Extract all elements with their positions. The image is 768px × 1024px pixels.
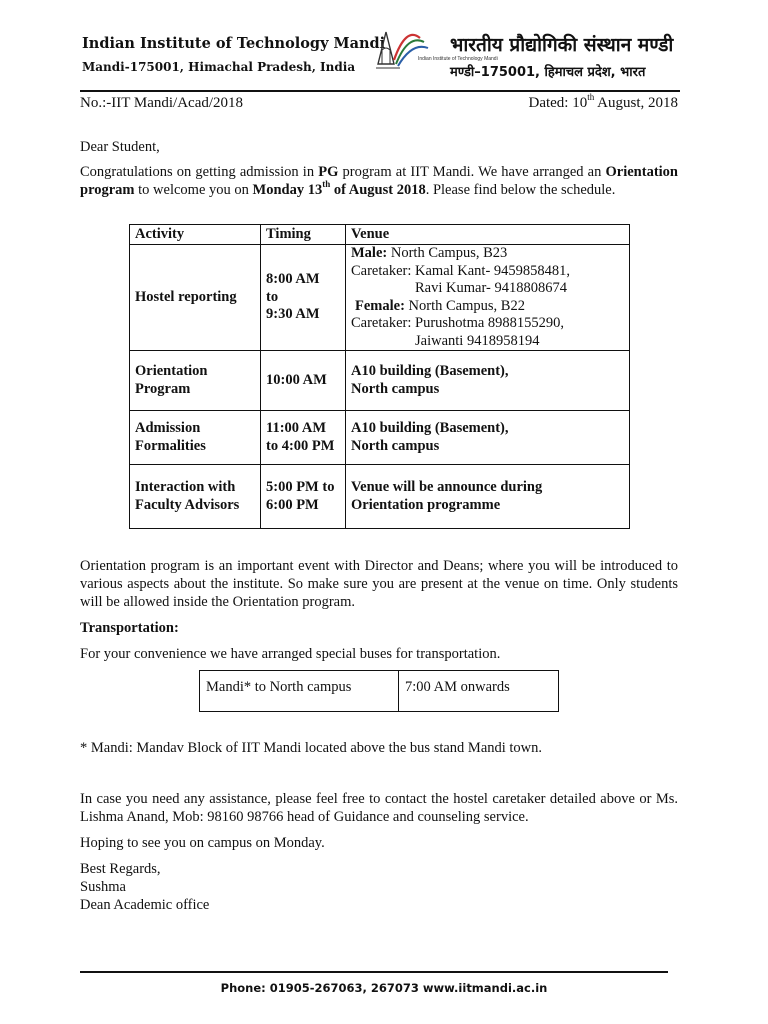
table-row (130, 245, 630, 351)
timing-cell: 10:00 AM (261, 351, 346, 411)
footnote: * Mandi: Mandav Block of IIT Mandi located above the bus stand Mandi town. (80, 740, 543, 756)
activity-cell: Orientation Program (130, 351, 261, 411)
table-row (130, 411, 630, 465)
institute-name-en: Indian Institute of Technology Mandi (82, 35, 386, 52)
timing-cell: 11:00 AM to 4:00 PM (261, 411, 346, 465)
footer-contact: Phone: 01905-267063, 267073 www.iitmandi.ac.in (220, 981, 548, 995)
col-venue: Venue (346, 225, 630, 245)
signatory-name: Sushma (80, 879, 126, 895)
institute-name-hi: भारतीय प्रौद्योगिकी संस्थान मण्डी (450, 34, 674, 56)
signatory-office: Dean Academic office (80, 897, 210, 913)
table-row (200, 671, 559, 712)
logo-caption: Indian Institute of Technology Mandi (418, 56, 498, 62)
reference-line (80, 94, 678, 112)
transportation-text: For your convenience we have arranged special buses for transportation. (80, 646, 501, 662)
timing-cell: 8:00 AM to 9:30 AM (261, 245, 346, 351)
orientation-date: Monday 13th of August 2018 (252, 179, 426, 198)
venue-cell: A10 building (Basement), North campus (346, 351, 630, 411)
letterhead-hindi (450, 32, 673, 86)
institute-address-en: Mandi-175001, Himachal Pradesh, India (82, 60, 356, 74)
timing-cell: 5:00 PM to 6:00 PM (261, 465, 346, 529)
contact-paragraph: In case you need any assistance, please feel free to contact the hostel caretaker detailed above or Ms. Lishma Anand, Mob: 98160 98766 head of Guidance and counseling service. (80, 791, 678, 825)
venue-cell: A10 building (Basement), North campus (346, 411, 630, 465)
iit-mandi-logo (372, 20, 498, 82)
activity-cell: Hostel reporting (130, 245, 261, 351)
letter-date: Dated: 10th August, 2018 (528, 92, 678, 111)
activity-cell: Admission Formalities (130, 411, 261, 465)
table-row (130, 351, 630, 411)
schedule-header-row (130, 225, 630, 245)
venue-cell: Venue will be announce during Orientation programme (346, 465, 630, 529)
schedule-table (129, 224, 630, 529)
closing-line: Hoping to see you on campus on Monday. (80, 835, 325, 851)
activity-cell: Interaction with Faculty Advisors (130, 465, 261, 529)
bus-time: 7:00 AM onwards (399, 671, 559, 712)
orientation-importance-paragraph: Orientation program is an important event with Director and Deans; where you will be introduced to various aspects about the institute. So make sure you are present at the venue on time. Only students will be allowed inside the Orientation program. (80, 558, 678, 610)
bus-route: Mandi* to North campus (200, 671, 399, 712)
intro-paragraph: Congratulations on getting admission in PG program at IIT Mandi. We have arranged an Orientation program to welcome you on Monday 13th of August 2018. Please find below the schedule. (80, 164, 678, 198)
reference-number: No.:-IIT Mandi/Acad/2018 (80, 95, 244, 111)
bus-table (199, 670, 559, 712)
footer-divider (80, 971, 668, 973)
venue-cell: Male: North Campus, B23 Caretaker: Kamal Kant- 9459858481, Ravi Kumar- 9418808674 Female: North Campus, B22 Caretaker: Purushotma 8988155290, Jaiwanti 9418958194 (346, 245, 630, 351)
logo-tower-arch (382, 48, 390, 64)
institute-address-hi: मण्डी–175001, हिमाचल प्रदेश, भारत (450, 65, 646, 80)
letterhead-english (82, 34, 385, 77)
regards: Best Regards, (80, 861, 161, 877)
col-activity: Activity (130, 225, 261, 245)
table-row (130, 465, 630, 529)
transportation-heading: Transportation: (80, 620, 179, 636)
signoff (80, 860, 678, 914)
salutation: Dear Student, (80, 139, 160, 155)
col-timing: Timing (261, 225, 346, 245)
